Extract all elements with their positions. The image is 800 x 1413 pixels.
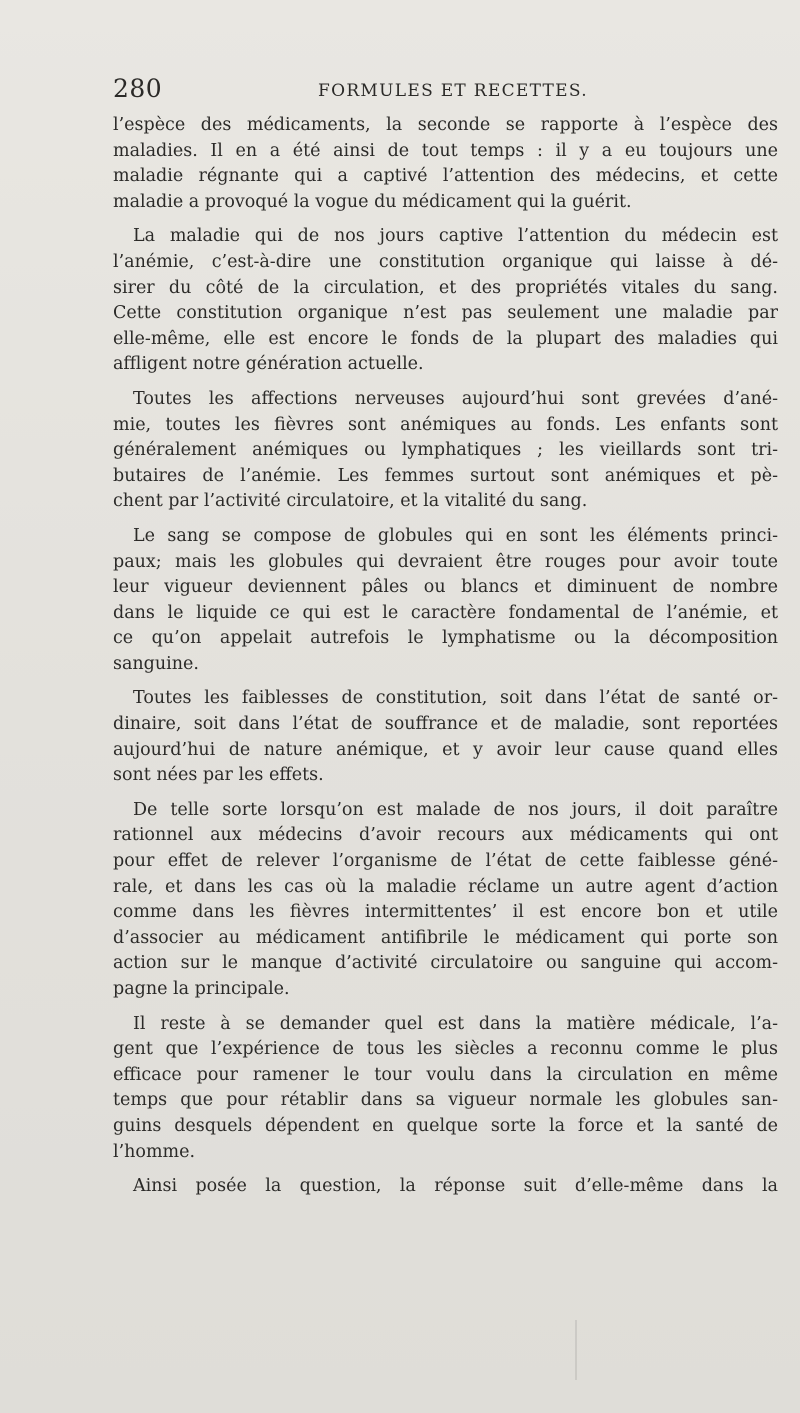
text-line: ce qu’on appelait autrefois le lymphatisme ou la décomposition	[113, 628, 778, 649]
text-line: sanguine.	[113, 653, 199, 674]
paragraph	[113, 1012, 778, 1166]
running-title: FORMULES ET RECETTES.	[318, 81, 588, 101]
text-line: pagne la principale.	[113, 979, 290, 999]
paragraph	[113, 798, 778, 1003]
text-line: temps que pour rétablir dans sa vigueur normale les globules san-	[113, 1090, 778, 1111]
text-line: Toutes les affections nerveuses aujourd’hui sont grevées d’ané-	[133, 388, 778, 409]
text-line: Le sang se compose de globules qui en sont les éléments princi-	[133, 525, 778, 546]
paragraph	[113, 686, 778, 788]
text-line: Cette constitution organique n’est pas seulement une maladie par	[113, 303, 778, 324]
text-line: l’espèce des médicaments, la seconde se rapporte à l’espèce des	[113, 115, 778, 135]
text-line: affligent notre génération actuelle.	[113, 354, 424, 375]
paragraph	[113, 1174, 778, 1200]
text-line: pour effet de relever l’organisme de l’état de cette faiblesse géné-	[113, 851, 778, 872]
text-line: mie, toutes les fièvres sont anémiques au fonds. Les enfants sont	[113, 414, 778, 435]
text-line: action sur le manque d’activité circulatoire ou sanguine qui accom-	[113, 953, 778, 974]
text-line: Ainsi posée la question, la réponse suit d’elle-même dans la	[133, 1176, 778, 1197]
text-line: aujourd’hui de nature anémique, et y avoir leur cause quand elles	[113, 739, 778, 760]
text-line: maladies. Il en a été ainsi de tout temps : il y a eu toujours une	[113, 140, 778, 161]
text-line: efficace pour ramener le tour voulu dans la circulation en même	[113, 1064, 778, 1085]
paper-mark	[575, 1320, 577, 1380]
paragraph	[113, 224, 778, 378]
page-header	[113, 74, 778, 110]
text-line: généralement anémiques ou lymphatiques ; les vieillards sont tri-	[113, 440, 778, 461]
text-line: dinaire, soit dans l’état de souffrance et de maladie, sont reportées	[113, 714, 778, 735]
text-line: d’associer au médicament antifibrile le médicament qui porte son	[113, 927, 778, 948]
text-line: l’anémie, c’est-à-dire une constitution organique qui laisse à dé-	[113, 251, 778, 272]
text-line: Il reste à se demander quel est dans la matière médicale, l’a-	[133, 1013, 778, 1034]
text-line: guins desquels dépendent en quelque sorte la force et la santé de	[113, 1115, 778, 1136]
text-line: elle-même, elle est encore le fonds de la plupart des maladies qui	[113, 328, 778, 349]
text-line: De telle sorte lorsqu’on est malade de nos jours, il doit paraître	[133, 799, 778, 820]
text-line: leur vigueur deviennent pâles ou blancs et diminuent de nombre	[113, 577, 778, 598]
text-line: La maladie qui de nos jours captive l’attention du médecin est	[133, 226, 778, 247]
text-line: chent par l’activité circulatoire, et la vitalité du sang.	[113, 491, 588, 512]
text-line: Toutes les faiblesses de constitution, soit dans l’état de santé or-	[133, 688, 778, 709]
paragraph	[113, 113, 778, 215]
text-line: rale, et dans les cas où la maladie réclame un autre agent d’action	[113, 876, 778, 897]
text-line: maladie a provoqué la vogue du médicament qui la guérit.	[113, 191, 632, 212]
text-line: maladie régnante qui a captivé l’attention des médecins, et cette	[113, 166, 778, 187]
text-line: butaires de l’anémie. Les femmes surtout sont anémiques et pè-	[113, 465, 778, 486]
text-line: paux; mais les globules qui devraient être rouges pour avoir toute	[113, 551, 778, 572]
page-number: 280	[113, 74, 163, 103]
text-line: sont nées par les effets.	[113, 765, 324, 786]
paragraph	[113, 387, 778, 515]
text-line: dans le liquide ce qui est le caractère fondamental de l’anémie, et	[113, 602, 778, 623]
paragraph	[113, 524, 778, 678]
body-text	[113, 113, 778, 1209]
text-line: sirer du côté de la circulation, et des propriétés vitales du sang.	[113, 277, 778, 298]
text-line: gent que l’expérience de tous les siècles a reconnu comme le plus	[113, 1039, 778, 1060]
text-line: rationnel aux médecins d’avoir recours aux médicaments qui ont	[113, 825, 778, 846]
text-line: l’homme.	[113, 1141, 196, 1162]
text-line: comme dans les fièvres intermittentes’ il est encore bon et utile	[113, 902, 778, 923]
